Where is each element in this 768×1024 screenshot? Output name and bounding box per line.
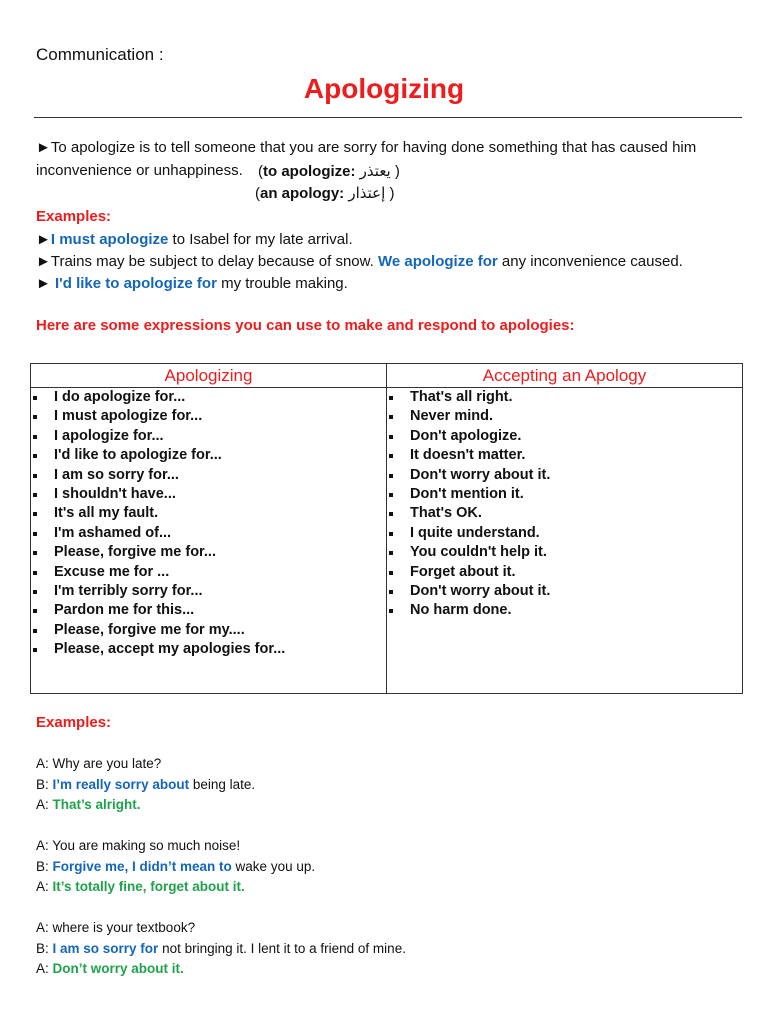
- expressions-table: [30, 363, 743, 694]
- definition-term: to apologize:: [263, 163, 356, 180]
- apologizing-expression: I must apologize for...: [31, 407, 386, 426]
- accepting-expression: That's OK.: [387, 504, 742, 523]
- dialogue-3-reply: [36, 959, 184, 980]
- speaker-label: B:: [36, 941, 53, 956]
- paren-open: (: [255, 185, 260, 202]
- paren-open: (: [258, 163, 263, 180]
- dialogue-rest: not bringing it. I lent it to a friend of mine.: [158, 941, 406, 956]
- acceptance-phrase: That’s alright.: [52, 797, 141, 812]
- expressions-heading: Here are some expressions you can use to make and respond to apologies:: [36, 317, 575, 334]
- table-header-accepting: Accepting an Apology: [387, 364, 743, 388]
- paren-close: ): [394, 163, 400, 180]
- apologizing-expression: Please, accept my apologies for...: [31, 640, 386, 659]
- speaker-label: A:: [36, 797, 53, 812]
- examples-heading: Examples:: [36, 208, 112, 225]
- dialogue-examples-heading: Examples:: [36, 714, 112, 731]
- apology-phrase: Forgive me, I didn’t mean to: [52, 859, 232, 874]
- accepting-expression: Don't apologize.: [387, 427, 742, 446]
- accepting-expression: Don't worry about it.: [387, 466, 742, 485]
- definition-arabic: إعتذار: [348, 184, 386, 202]
- apologizing-expression: I'm terribly sorry for...: [31, 582, 386, 601]
- apologizing-list: [31, 388, 386, 660]
- apologizing-expression: I am so sorry for...: [31, 466, 386, 485]
- accepting-expression: It doesn't matter.: [387, 446, 742, 465]
- accepting-column: [387, 388, 743, 694]
- example-rest: to Isabel for my late arrival.: [168, 231, 353, 248]
- accepting-expression: I quite understand.: [387, 524, 742, 543]
- example-sentence-1: [36, 229, 353, 251]
- accepting-list: [387, 388, 742, 621]
- definition-arabic: يعتذر: [359, 162, 391, 180]
- dialogue-1-line-b: [36, 775, 255, 796]
- apologizing-expression: I apologize for...: [31, 427, 386, 446]
- apologizing-expression: It's all my fault.: [31, 504, 386, 523]
- accepting-expression: Never mind.: [387, 407, 742, 426]
- apology-phrase: I am so sorry for: [52, 941, 159, 956]
- accepting-expression: You couldn't help it.: [387, 543, 742, 562]
- highlight-phrase: I'd like to apologize for: [55, 275, 217, 292]
- apologizing-expression: I shouldn't have...: [31, 485, 386, 504]
- speaker-label: B:: [36, 859, 53, 874]
- intro-line-2: [36, 160, 243, 182]
- example-rest: my trouble making.: [216, 275, 348, 292]
- accepting-expression: That's all right.: [387, 388, 742, 407]
- apologizing-expression: Please, forgive me for...: [31, 543, 386, 562]
- dialogue-2-line-a: A: You are making so much noise!: [36, 838, 241, 853]
- accepting-expression: Don't worry about it.: [387, 582, 742, 601]
- arrow-icon: ►: [36, 139, 51, 156]
- intro-text-1: To apologize is to tell someone that you are sorry for having done something that has caused him: [50, 139, 697, 156]
- accepting-expression: Don't mention it.: [387, 485, 742, 504]
- speaker-label: B:: [36, 777, 53, 792]
- dialogue-1-line-a: A: Why are you late?: [36, 756, 162, 771]
- speaker-label: A:: [36, 879, 53, 894]
- dialogue-rest: being late.: [189, 777, 256, 792]
- highlight-phrase: We apologize for: [377, 253, 498, 270]
- definition-term: an apology:: [260, 185, 345, 202]
- apologizing-expression: Pardon me for this...: [31, 601, 386, 620]
- highlight-phrase: I must apologize: [50, 231, 169, 248]
- arrow-icon: ►: [36, 231, 51, 248]
- arrow-icon: ►: [36, 253, 51, 270]
- apology-phrase: I’m really sorry about: [52, 777, 190, 792]
- apologizing-expression: I do apologize for...: [31, 388, 386, 407]
- dialogue-3-line-a: A: where is your textbook?: [36, 920, 196, 935]
- intro-line-1: [36, 137, 696, 159]
- example-pre: Trains may be subject to delay because of snow.: [50, 253, 378, 270]
- speaker-label: A:: [36, 961, 53, 976]
- apologizing-expression: I'm ashamed of...: [31, 524, 386, 543]
- table-header-apologizing: Apologizing: [31, 364, 387, 388]
- accepting-expression: No harm done.: [387, 601, 742, 620]
- acceptance-phrase: It’s totally fine, forget about it.: [52, 879, 245, 894]
- section-label: Communication :: [36, 45, 164, 64]
- definition-to-apologize: [258, 160, 400, 183]
- arrow-icon: ►: [36, 275, 56, 292]
- dialogue-3-line-b: [36, 939, 406, 960]
- dialogue-2-reply: [36, 877, 245, 898]
- example-sentence-3: [36, 273, 348, 295]
- title-divider: [34, 117, 742, 118]
- apologizing-expression: I'd like to apologize for...: [31, 446, 386, 465]
- paren-close: ): [389, 185, 395, 202]
- dialogue-1-reply: [36, 795, 141, 816]
- acceptance-phrase: Don’t worry about it.: [52, 961, 184, 976]
- apologizing-column: [31, 388, 387, 694]
- dialogue-rest: wake you up.: [231, 859, 316, 874]
- apologizing-expression: Excuse me for ...: [31, 563, 386, 582]
- example-sentence-2: [36, 251, 683, 273]
- dialogue-2-line-b: [36, 857, 315, 878]
- definition-an-apology: [255, 182, 394, 205]
- accepting-expression: Forget about it.: [387, 563, 742, 582]
- apologizing-expression: Please, forgive me for my....: [31, 621, 386, 640]
- intro-text-2: inconvenience or unhappiness.: [36, 162, 243, 179]
- page-title: Apologizing: [303, 73, 465, 104]
- example-rest: any inconvenience caused.: [497, 253, 683, 270]
